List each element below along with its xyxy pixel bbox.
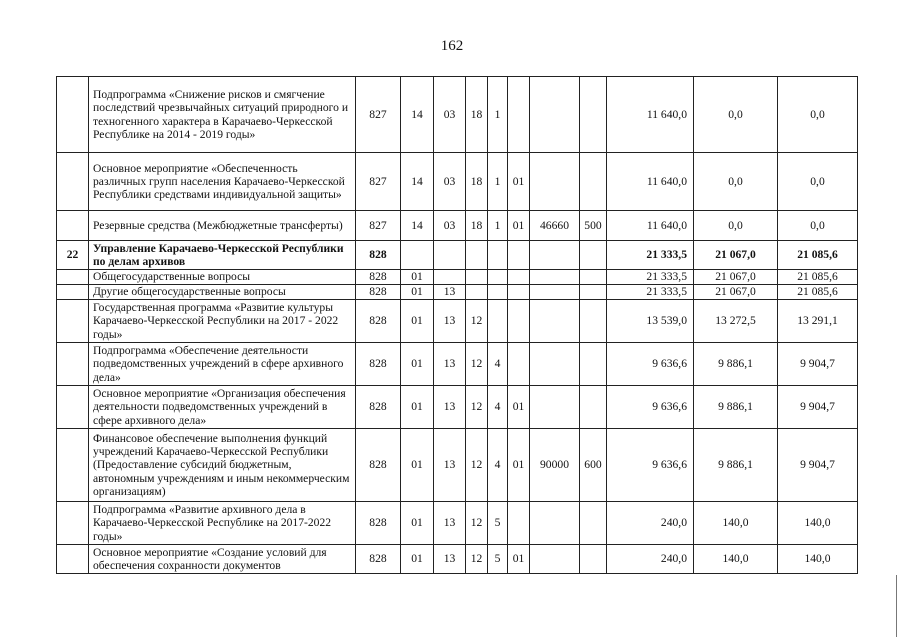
cell-rz: 01 <box>401 386 434 429</box>
cell-y2: 21 067,0 <box>694 285 778 300</box>
table-row <box>57 300 858 343</box>
cell-ved: 827 <box>356 153 401 211</box>
cell-vr <box>580 285 607 300</box>
cell-pr <box>434 241 466 270</box>
cell-y1: 13 539,0 <box>607 300 694 343</box>
cell-c1: 18 <box>466 153 488 211</box>
cell-c3 <box>508 270 530 285</box>
cell-y3: 0,0 <box>778 153 858 211</box>
cell-c1: 12 <box>466 386 488 429</box>
cell-y2: 9 886,1 <box>694 386 778 429</box>
table-body <box>57 77 858 574</box>
cell-y2: 140,0 <box>694 502 778 545</box>
cell-c3 <box>508 241 530 270</box>
cell-pr: 03 <box>434 211 466 241</box>
cell-ved: 828 <box>356 386 401 429</box>
cell-c1: 12 <box>466 343 488 386</box>
cell-y2: 0,0 <box>694 211 778 241</box>
table-row <box>57 211 858 241</box>
cell-pr <box>434 270 466 285</box>
table-row <box>57 241 858 270</box>
page-number: 162 <box>440 38 464 54</box>
cell-pr: 13 <box>434 545 466 574</box>
cell-rz: 01 <box>401 502 434 545</box>
cell-c3: 01 <box>508 153 530 211</box>
cell-y3: 21 085,6 <box>778 285 858 300</box>
cell-c3: 01 <box>508 429 530 502</box>
cell-rz <box>401 241 434 270</box>
cell-vr <box>580 502 607 545</box>
cell-rz: 01 <box>401 270 434 285</box>
cell-c3: 01 <box>508 545 530 574</box>
cell-vr <box>580 77 607 153</box>
cell-c3 <box>508 343 530 386</box>
cell-c4 <box>530 386 580 429</box>
cell-num: 22 <box>57 241 89 270</box>
cell-c2: 4 <box>488 386 508 429</box>
cell-name: Основное мероприятие «Создание условий для обеспечения сохранности документов <box>89 545 356 574</box>
cell-vr <box>580 343 607 386</box>
cell-y3: 140,0 <box>778 545 858 574</box>
cell-y3: 0,0 <box>778 211 858 241</box>
cell-c4 <box>530 502 580 545</box>
cell-c1: 12 <box>466 545 488 574</box>
cell-y1: 240,0 <box>607 545 694 574</box>
cell-name: Подпрограмма «Снижение рисков и смягчение последствий чрезвычайных ситуаций природного и техногенного характера в Карачаево-Черкесской Республике на 2014 - 2019 годы» <box>89 77 356 153</box>
cell-ved: 828 <box>356 300 401 343</box>
cell-y3: 0,0 <box>778 77 858 153</box>
cell-c2 <box>488 270 508 285</box>
cell-pr: 13 <box>434 502 466 545</box>
cell-vr: 500 <box>580 211 607 241</box>
budget-table <box>56 76 858 574</box>
cell-c1: 12 <box>466 429 488 502</box>
cell-num <box>57 153 89 211</box>
cell-c4 <box>530 77 580 153</box>
cell-pr: 03 <box>434 77 466 153</box>
cell-c3: 01 <box>508 386 530 429</box>
cell-c2: 1 <box>488 153 508 211</box>
cell-c4: 90000 <box>530 429 580 502</box>
cell-name: Государственная программа «Развитие культуры Карачаево-Черкесской Республики на 2017 - 2022 годы» <box>89 300 356 343</box>
cell-c3: 01 <box>508 211 530 241</box>
cell-c3 <box>508 300 530 343</box>
cell-num <box>57 429 89 502</box>
cell-c4 <box>530 241 580 270</box>
cell-y3: 140,0 <box>778 502 858 545</box>
cell-y1: 11 640,0 <box>607 211 694 241</box>
cell-c3 <box>508 502 530 545</box>
cell-ved: 827 <box>356 211 401 241</box>
cell-rz: 01 <box>401 545 434 574</box>
cell-y2: 21 067,0 <box>694 270 778 285</box>
cell-c4 <box>530 545 580 574</box>
cell-vr <box>580 241 607 270</box>
cell-y1: 11 640,0 <box>607 153 694 211</box>
cell-vr <box>580 270 607 285</box>
cell-num <box>57 211 89 241</box>
cell-y2: 0,0 <box>694 77 778 153</box>
cell-c2: 1 <box>488 211 508 241</box>
cell-y1: 240,0 <box>607 502 694 545</box>
cell-y1: 21 333,5 <box>607 285 694 300</box>
cell-num <box>57 285 89 300</box>
cell-c4 <box>530 153 580 211</box>
cell-ved: 828 <box>356 241 401 270</box>
table-row <box>57 285 858 300</box>
cell-rz: 01 <box>401 285 434 300</box>
cell-y2: 0,0 <box>694 153 778 211</box>
cell-c4: 46660 <box>530 211 580 241</box>
table-row <box>57 343 858 386</box>
cell-c1: 12 <box>466 502 488 545</box>
cell-ved: 828 <box>356 502 401 545</box>
cell-y1: 9 636,6 <box>607 343 694 386</box>
cell-c4 <box>530 285 580 300</box>
cell-y1: 21 333,5 <box>607 270 694 285</box>
cell-c4 <box>530 300 580 343</box>
cell-c3 <box>508 77 530 153</box>
cell-y3: 21 085,6 <box>778 241 858 270</box>
cell-ved: 827 <box>356 77 401 153</box>
table-row <box>57 386 858 429</box>
table-row <box>57 153 858 211</box>
cell-rz: 14 <box>401 211 434 241</box>
cell-vr: 600 <box>580 429 607 502</box>
cell-c1 <box>466 285 488 300</box>
cell-num <box>57 343 89 386</box>
table-row <box>57 545 858 574</box>
cell-c2: 4 <box>488 429 508 502</box>
cell-c3 <box>508 285 530 300</box>
cell-c2: 5 <box>488 502 508 545</box>
cell-c2: 1 <box>488 77 508 153</box>
cell-pr: 13 <box>434 343 466 386</box>
cell-c2: 4 <box>488 343 508 386</box>
cell-rz: 14 <box>401 77 434 153</box>
cell-c4 <box>530 343 580 386</box>
cell-pr: 13 <box>434 285 466 300</box>
cell-y2: 21 067,0 <box>694 241 778 270</box>
table-row <box>57 502 858 545</box>
table-row <box>57 270 858 285</box>
cell-y3: 21 085,6 <box>778 270 858 285</box>
cell-pr: 13 <box>434 386 466 429</box>
cell-y3: 9 904,7 <box>778 429 858 502</box>
cell-y2: 13 272,5 <box>694 300 778 343</box>
cell-y3: 9 904,7 <box>778 343 858 386</box>
cell-ved: 828 <box>356 285 401 300</box>
cell-y2: 9 886,1 <box>694 343 778 386</box>
cell-num <box>57 545 89 574</box>
cell-num <box>57 270 89 285</box>
cell-name: Финансовое обеспечение выполнения функций учреждений Карачаево-Черкесской Республики (Предоставление субсидий бюджетным, автономным учреждениям и иным некоммерческим организациям) <box>89 429 356 502</box>
cell-c1 <box>466 241 488 270</box>
cell-pr: 13 <box>434 429 466 502</box>
cell-num <box>57 502 89 545</box>
cell-name: Основное мероприятие «Обеспеченность различных групп населения Карачаево-Черкесской Республики средствами индивидуальной защиты» <box>89 153 356 211</box>
cell-y1: 9 636,6 <box>607 429 694 502</box>
cell-rz: 01 <box>401 300 434 343</box>
cell-name: Основное мероприятие «Организация обеспечения деятельности подведомственных учреждений в сфере архивного дела» <box>89 386 356 429</box>
cell-y1: 11 640,0 <box>607 77 694 153</box>
cell-pr: 03 <box>434 153 466 211</box>
scan-artifact-line <box>896 575 897 637</box>
cell-c2 <box>488 300 508 343</box>
cell-ved: 828 <box>356 270 401 285</box>
cell-pr: 13 <box>434 300 466 343</box>
cell-c4 <box>530 270 580 285</box>
cell-vr <box>580 545 607 574</box>
cell-y2: 140,0 <box>694 545 778 574</box>
cell-ved: 828 <box>356 429 401 502</box>
cell-rz: 01 <box>401 343 434 386</box>
cell-c1: 18 <box>466 211 488 241</box>
cell-vr <box>580 153 607 211</box>
cell-rz: 14 <box>401 153 434 211</box>
cell-name: Другие общегосударственные вопросы <box>89 285 356 300</box>
cell-y3: 13 291,1 <box>778 300 858 343</box>
cell-name: Подпрограмма «Обеспечение деятельности подведомственных учреждений в сфере архивного дела» <box>89 343 356 386</box>
cell-name: Общегосударственные вопросы <box>89 270 356 285</box>
cell-num <box>57 386 89 429</box>
cell-name: Управление Карачаево-Черкесской Республики по делам архивов <box>89 241 356 270</box>
cell-y2: 9 886,1 <box>694 429 778 502</box>
cell-c2: 5 <box>488 545 508 574</box>
cell-vr <box>580 386 607 429</box>
cell-y3: 9 904,7 <box>778 386 858 429</box>
table-row <box>57 77 858 153</box>
cell-vr <box>580 300 607 343</box>
cell-c2 <box>488 241 508 270</box>
cell-ved: 828 <box>356 343 401 386</box>
cell-y1: 9 636,6 <box>607 386 694 429</box>
table-row <box>57 429 858 502</box>
cell-y1: 21 333,5 <box>607 241 694 270</box>
cell-c2 <box>488 285 508 300</box>
cell-name: Резервные средства (Межбюджетные трансферты) <box>89 211 356 241</box>
cell-name: Подпрограмма «Развитие архивного дела в Карачаево-Черкесской Республике на 2017-2022 годы» <box>89 502 356 545</box>
cell-num <box>57 77 89 153</box>
cell-num <box>57 300 89 343</box>
cell-c1: 12 <box>466 300 488 343</box>
cell-ved: 828 <box>356 545 401 574</box>
cell-rz: 01 <box>401 429 434 502</box>
cell-c1 <box>466 270 488 285</box>
cell-c1: 18 <box>466 77 488 153</box>
